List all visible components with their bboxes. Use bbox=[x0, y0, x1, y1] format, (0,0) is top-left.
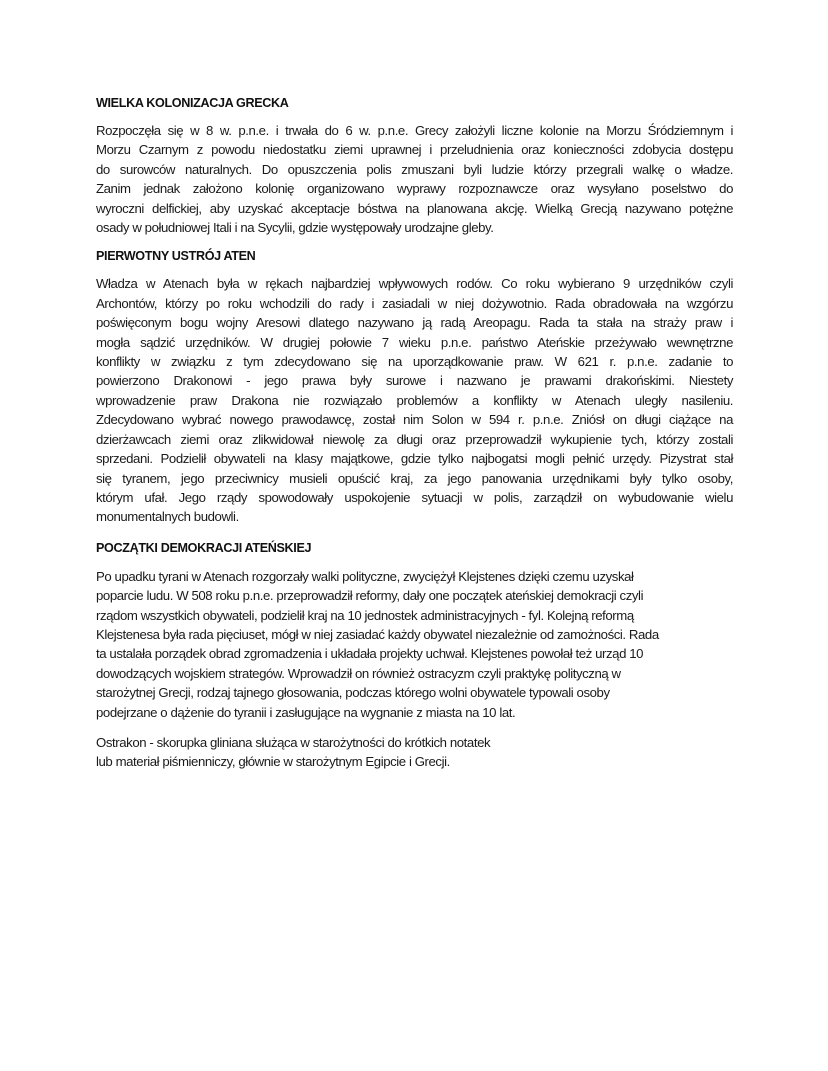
text-line: poświęconym bogu wojny Aresowi dlatego nazywano ją radą Areopagu. Rada ta stała na straży praw i bbox=[96, 315, 733, 331]
section-heading: POCZĄTKI DEMOKRACJI ATEŃSKIEJ bbox=[96, 540, 312, 555]
section-wielka-kolonizacja bbox=[96, 94, 733, 237]
text-line: rządom wszystkich obywateli, podzielił kraj na 10 jednostek administracyjnych - fyl. Kolejną reformą bbox=[96, 607, 634, 623]
text-line: wprowadzenie praw Drakona nie rozwiązało problemów a konflikty w Atenach uległy nasileniu. bbox=[96, 392, 733, 408]
text-line: dowodzących wojskiem strategów. Wprowadził on również ostracyzm czyli praktykę polityczną w bbox=[96, 665, 621, 681]
text-line: wyroczni delfickiej, aby uzyskać akceptacje bóstwa na planowana akcję. Wielką Grecją nazywano potężne bbox=[96, 200, 733, 216]
text-line: Po upadku tyrani w Atenach rozgorzały walki polityczne, zwyciężył Klejstenes dzięki czemu uzyskał bbox=[96, 568, 634, 584]
text-line: podejrzane o dążenie do tyranii i zasługujące na wygnanie z miasta na 10 lat. bbox=[96, 704, 516, 720]
text-line: powierzono Drakonowi - jego prawa były surowe i nazwano je prawami drakońskimi. Niestety bbox=[96, 373, 733, 389]
text-line: którym ufał. Jego rządy spowodowały uspokojenie sytuacji w polis, zarządził on wybudowanie wielu bbox=[96, 489, 733, 505]
section-poczatki-demokracji bbox=[96, 539, 733, 722]
text-line: ta ustalała porządek obrad zgromadzenia i układała projekty uchwał. Klejstenes powołał też urząd 10 bbox=[96, 646, 644, 662]
text-line: sprzedani. Podzielił obywateli na klasy majątkowe, gdzie tylko najbogatsi mogli pełnić urzędy. Pizystrat stał bbox=[96, 451, 733, 467]
text-line: Morzu Czarnym z powodu niedostatku ziemi uprawnej i przeludnienia oraz konieczności zdobycia dostępu bbox=[96, 142, 733, 158]
text-line: Archontów, którzy po roku wchodzili do rady i zasiadali w niej dożywotnio. Rada obradowała na wzgórzu bbox=[96, 295, 733, 311]
text-line: poparcie ludu. W 508 roku p.n.e. przeprowadził reformy, dały one początek ateńskiej demokracji czyli bbox=[96, 588, 644, 604]
section-heading: PIERWOTNY USTRÓJ ATEN bbox=[96, 249, 256, 264]
text-line: Klejstenesa była rada pięciuset, mógł w niej zasiadać każdy obywatel niezależnie od zamożności. Rada bbox=[96, 626, 659, 642]
section-pierwotny-ustroj bbox=[96, 247, 733, 526]
text-line: monumentalnych budowli. bbox=[96, 509, 239, 525]
paragraph bbox=[96, 274, 733, 526]
text-line: dzierżawcach ziemi oraz zlikwidował niewolę za długi oraz przeprowadził wykupienie tych, którzy zostali bbox=[96, 431, 733, 447]
text-line: Rozpoczęła się w 8 w. p.n.e. i trwała do 6 w. p.n.e. Grecy założyli liczne kolonie na Morzu Śródziemnym i bbox=[96, 123, 733, 138]
note-ostrakon bbox=[96, 733, 733, 772]
section-heading: WIELKA KOLONIZACJA GRECKA bbox=[96, 96, 289, 110]
paragraph bbox=[96, 567, 733, 722]
text-line: Zdecydowano wybrać nowego prawodawcę, został nim Solon w 594 r. p.n.e. Zniósł on długi ciążące na bbox=[96, 412, 733, 428]
text-line: Ostrakon - skorupka gliniana służąca w starożytności do krótkich notatek bbox=[96, 734, 491, 750]
paragraph bbox=[96, 733, 733, 772]
document-page bbox=[96, 94, 733, 780]
text-line: lub materiał piśmienniczy, głównie w starożytnym Egipcie i Grecji. bbox=[96, 754, 450, 770]
text-line: osady w południowej Itali i na Sycylii, gdzie występowały urodzajne gleby. bbox=[96, 220, 494, 236]
text-line: Władza w Atenach była w rękach najbardziej wpływowych rodów. Co roku wybierano 9 urzędników czyli bbox=[96, 276, 733, 292]
text-line: się tyranem, jego przeciwnicy musieli opuścić kraj, za jego panowania urzędnikami były tylko osoby, bbox=[96, 470, 733, 486]
text-line: do surowców naturalnych. Do opuszczenia polis zmuszani byli ludzie którzy przegrali walkę o władze. bbox=[96, 161, 733, 177]
text-line: starożytnej Grecji, rodzaj tajnego głosowania, podczas którego wolni obywatele typowali osoby bbox=[96, 685, 610, 701]
text-line: konflikty w związku z tym zdecydowano się na uporządkowanie praw. W 621 r. p.n.e. zadanie to bbox=[96, 354, 733, 370]
text-line: Zanim jednak założono kolonię organizowano wyprawy rozpoznawcze oraz wysyłano poselstwo do bbox=[96, 181, 733, 197]
paragraph bbox=[96, 121, 733, 237]
text-line: mogła sądzić urzędników. W drugiej połowie 7 wieku p.n.e. państwo Ateńskie przeżywało wewnętrzne bbox=[96, 334, 733, 350]
